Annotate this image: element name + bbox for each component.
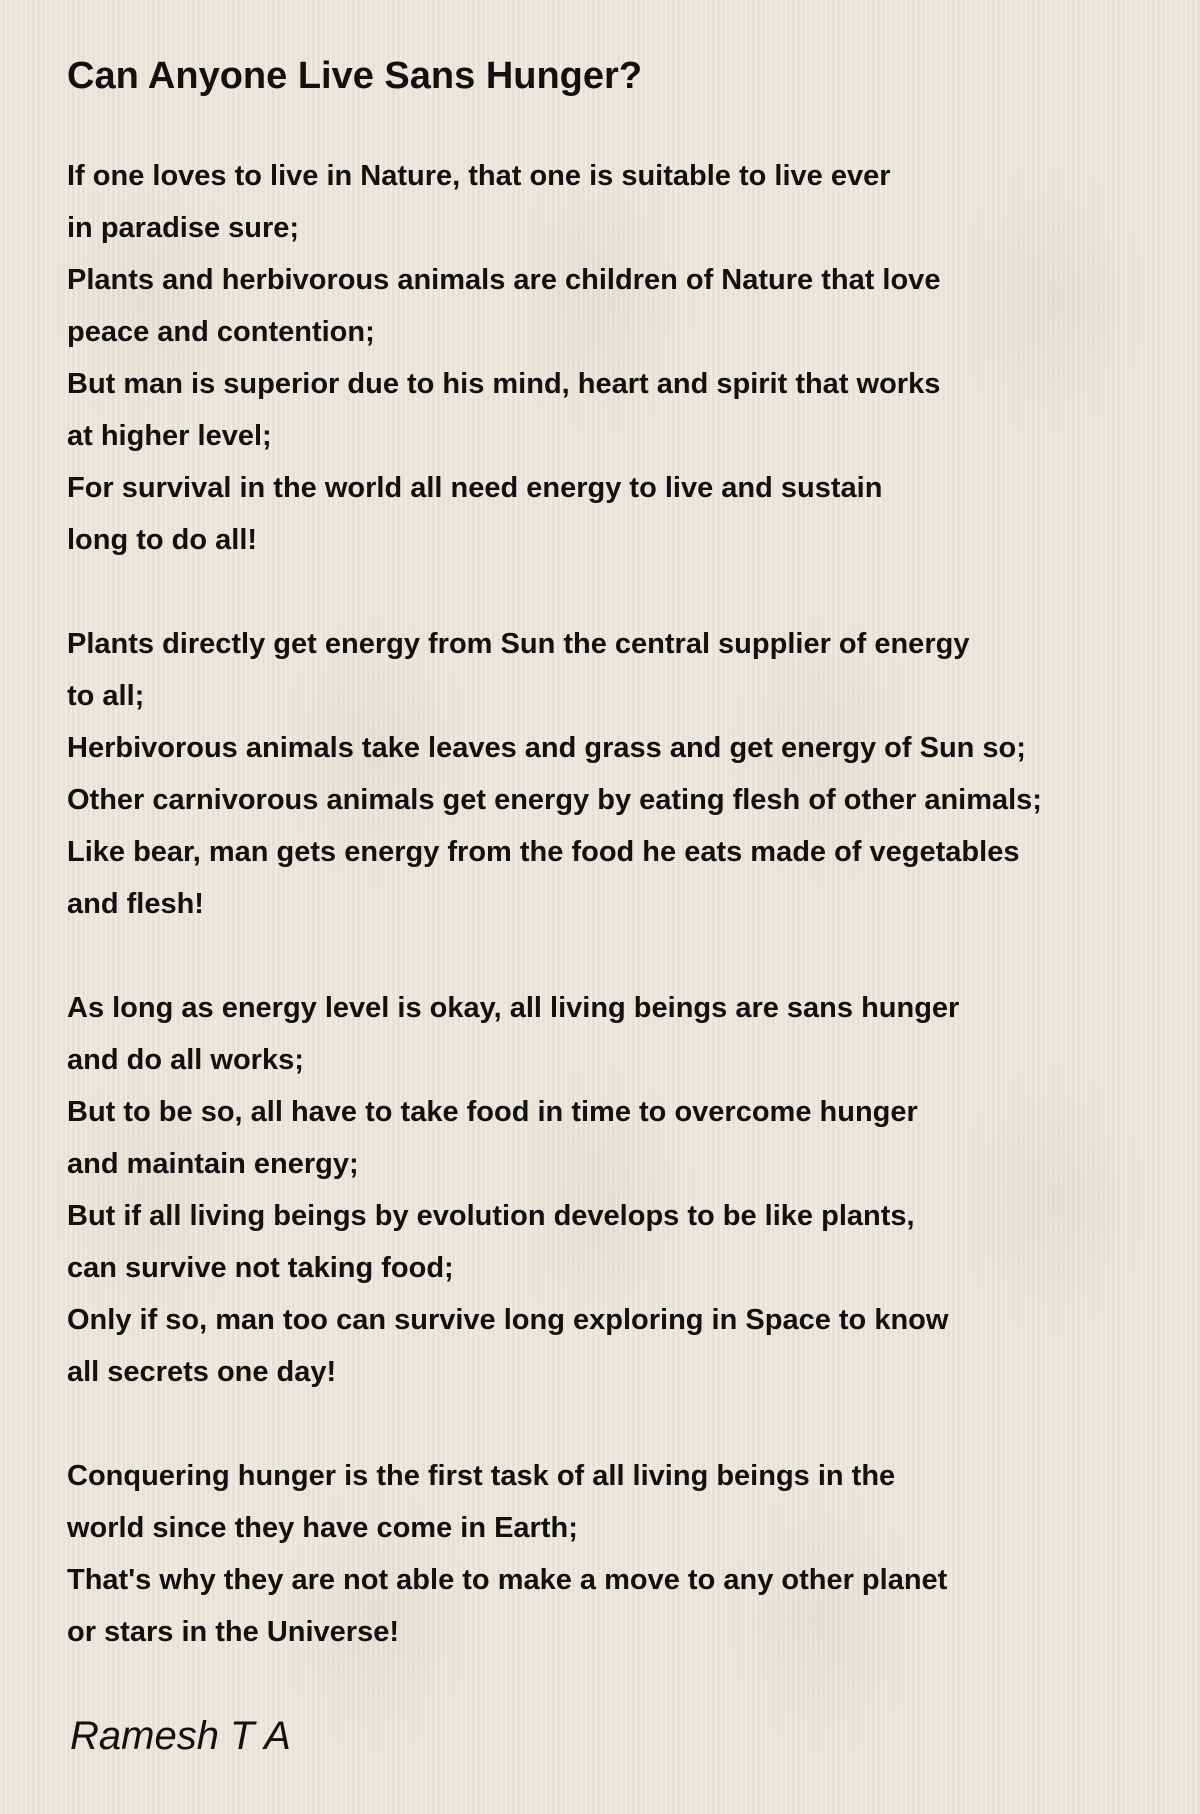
poem-line: Conquering hunger is the first task of all living beings in the [67, 1460, 896, 1492]
poem-line: and do all works; [67, 1044, 304, 1076]
poem-line: long to do all! [67, 524, 258, 556]
poem-line: Like bear, man gets energy from the food he eats made of vegetables [67, 836, 1020, 868]
poem-line: Other carnivorous animals get energy by eating flesh of other animals; [67, 784, 1042, 816]
poem-line: all secrets one day! [67, 1356, 337, 1388]
poem-line: or stars in the Universe! [67, 1616, 399, 1648]
poem-line: Herbivorous animals take leaves and grass and get energy of Sun so; [67, 732, 1026, 764]
stanza-1 [67, 150, 1177, 566]
poem-line: If one loves to live in Nature, that one is suitable to live ever [67, 160, 891, 192]
poem-line: For survival in the world all need energy to live and sustain [67, 472, 883, 504]
poem-line: and maintain energy; [67, 1148, 359, 1180]
poem-line: Plants and herbivorous animals are children of Nature that love [67, 264, 941, 296]
poem-line: But man is superior due to his mind, heart and spirit that works [67, 368, 941, 400]
poem-title: Can Anyone Live Sans Hunger? [67, 55, 643, 97]
poem-line: Plants directly get energy from Sun the central supplier of energy [67, 628, 970, 660]
poem-line: Only if so, man too can survive long exploring in Space to know [67, 1304, 949, 1336]
stanza-2 [67, 618, 1177, 930]
poem-line: at higher level; [67, 420, 272, 452]
poem-line: That's why they are not able to make a move to any other planet [67, 1564, 948, 1596]
poem-author: Ramesh T A [70, 1714, 291, 1758]
poem-line: in paradise sure; [67, 212, 300, 244]
poem-line: and flesh! [67, 888, 204, 920]
poem-line: can survive not taking food; [67, 1252, 454, 1284]
poem-line: But to be so, all have to take food in time to overcome hunger [67, 1096, 918, 1128]
stanza-3 [67, 982, 1177, 1398]
stanza-4 [67, 1450, 1177, 1658]
poem-body [67, 150, 1177, 1710]
poem-line: to all; [67, 680, 145, 712]
poem-line: world since they have come in Earth; [67, 1512, 578, 1544]
poem-line: As long as energy level is okay, all living beings are sans hunger [67, 992, 960, 1024]
poem-line: peace and contention; [67, 316, 375, 348]
poem-line: But if all living beings by evolution develops to be like plants, [67, 1200, 915, 1232]
